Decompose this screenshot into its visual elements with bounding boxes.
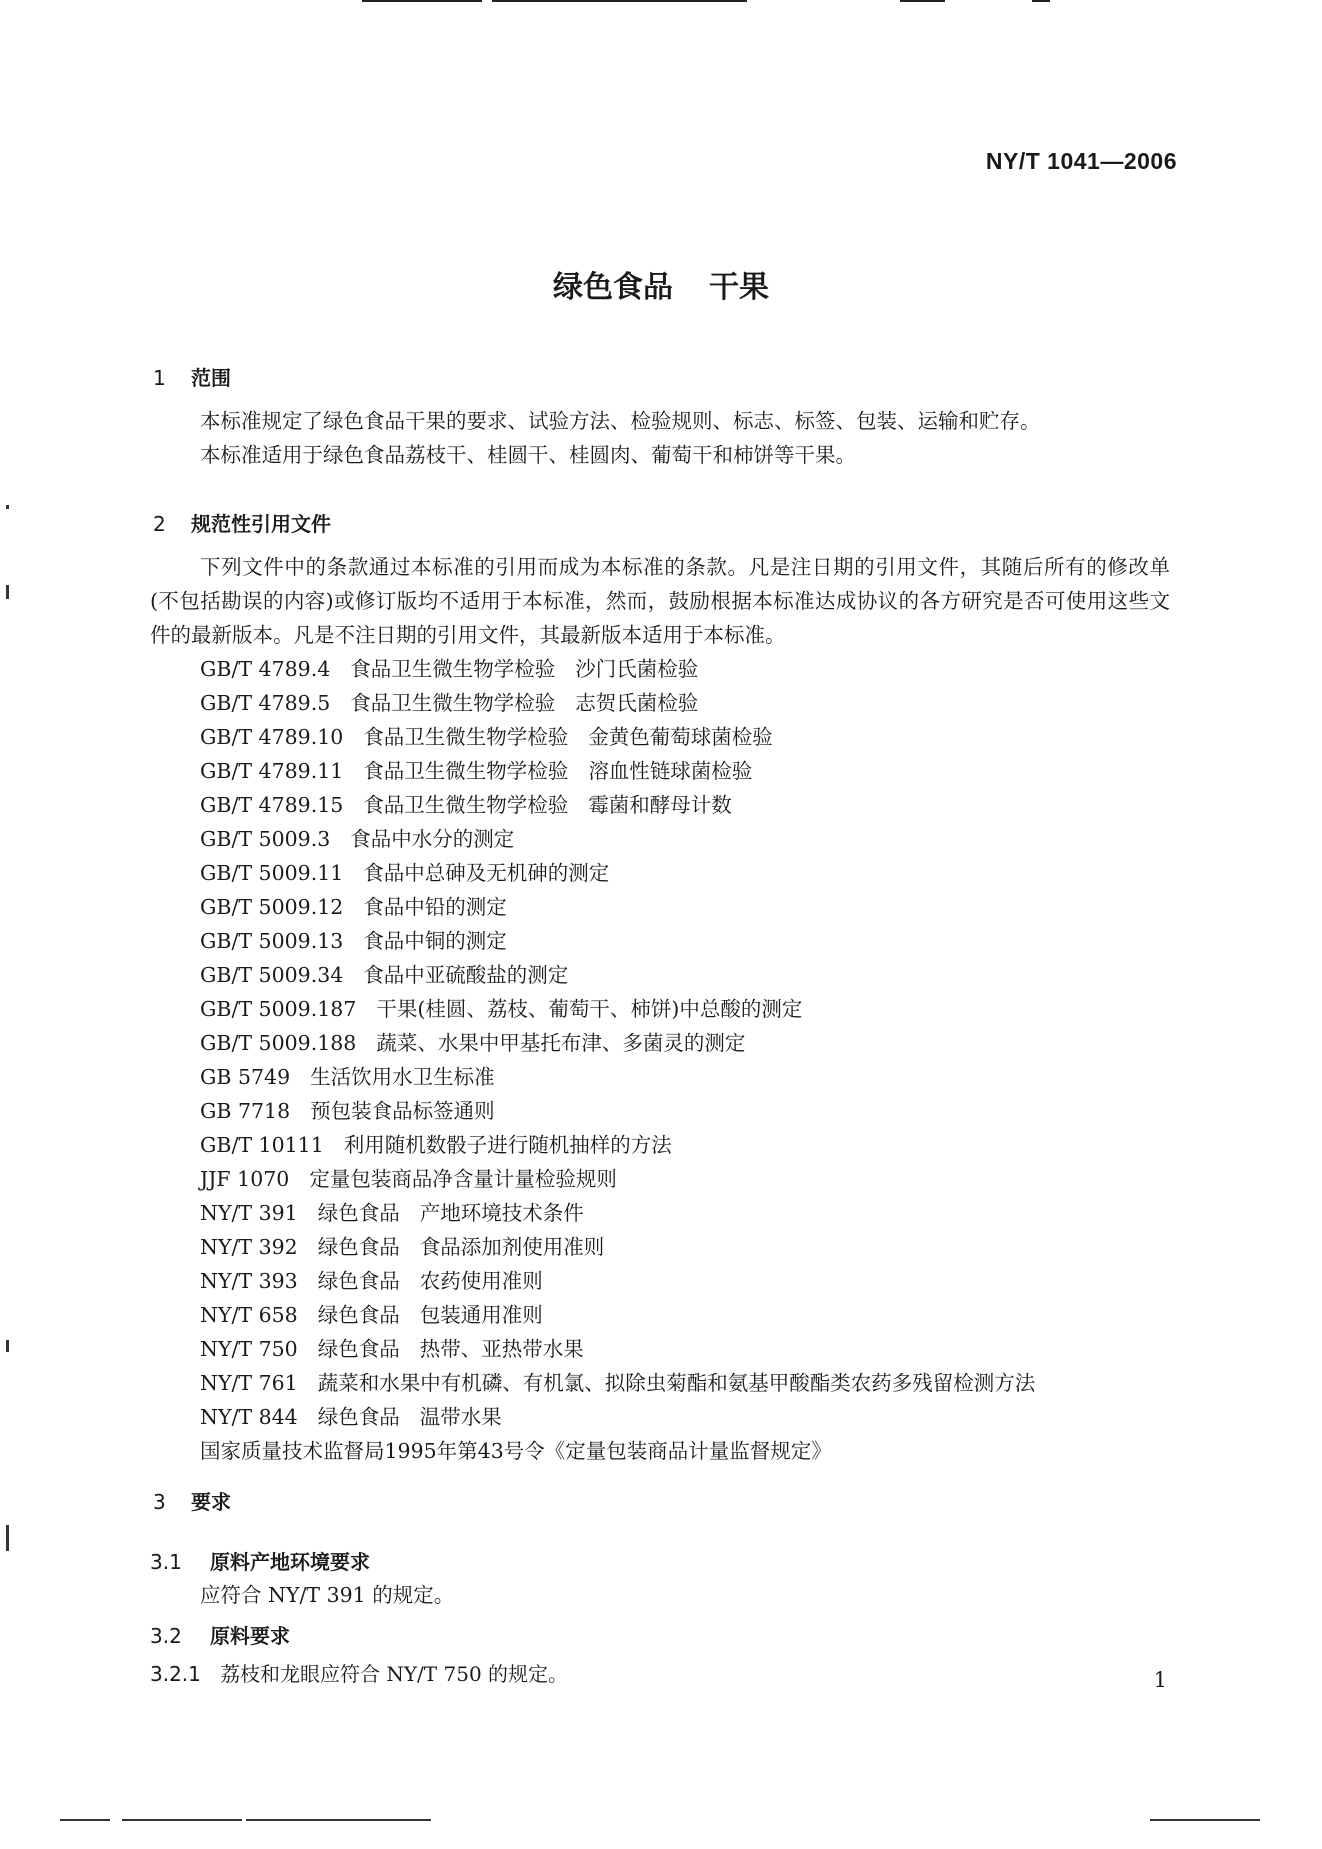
reference-subtitle: 食品添加剂使用准则: [419, 1235, 605, 1259]
reference-title: 蔬菜、水果中甲基托布津、多菌灵的测定: [376, 1031, 746, 1055]
reference-item: [200, 1230, 1035, 1264]
reference-title: 食品卫生微生物学检验: [363, 725, 569, 749]
reference-code: GB/T 5009.34: [200, 963, 344, 987]
reference-subtitle: 温带水果: [419, 1405, 502, 1429]
reference-code: GB/T 4789.11: [200, 759, 344, 783]
section-2-intro: 下列文件中的条款通过本标准的引用而成为本标准的条款。凡是注日期的引用文件，其随后所有的修改单(不包括勘误的内容)或修订版均不适用于本标准，然而，鼓励根据本标准达成协议的各方研究是否可使用这些文件的最新版本。凡是不注日期的引用文件，其最新版本适用于本标准。: [150, 555, 1170, 647]
reference-title: 食品卫生微生物学检验: [350, 691, 556, 715]
reference-item: [200, 652, 1035, 686]
scan-mark: [6, 585, 9, 599]
reference-subtitle: 热带、亚热带水果: [419, 1337, 584, 1361]
page-number: 1: [1153, 1668, 1167, 1692]
reference-code: GB/T 5009.187: [200, 997, 357, 1021]
reference-item: [200, 1434, 1035, 1468]
reference-code: NY/T 658: [200, 1303, 298, 1327]
scan-mark: [6, 1340, 9, 1352]
reference-title: 绿色食品: [317, 1405, 400, 1429]
section-1-paragraph: 本标准规定了绿色食品干果的要求、试验方法、检验规则、标志、标签、包装、运输和贮存。: [200, 409, 1041, 433]
reference-item: [200, 1264, 1035, 1298]
section-3-1-text: 应符合 NY/T 391 的规定。: [200, 1583, 455, 1607]
reference-item: [200, 788, 1035, 822]
reference-item: [200, 1332, 1035, 1366]
bottom-rule: [122, 1819, 242, 1821]
reference-title: 食品中水分的测定: [350, 827, 515, 851]
reference-title: 食品中亚硫酸盐的测定: [363, 963, 569, 987]
reference-subtitle: 溶血性链球菌检验: [588, 759, 753, 783]
reference-title: 蔬菜和水果中有机磷、有机氯、拟除虫菊酯和氨基甲酸酯类农药多残留检测方法: [317, 1371, 1036, 1395]
reference-title: 食品中总砷及无机砷的测定: [363, 861, 610, 885]
reference-item: [200, 720, 1035, 754]
reference-title: 食品卫生微生物学检验: [363, 793, 569, 817]
top-rule: [362, 0, 482, 2]
reference-title: 生活饮用水卫生标准: [310, 1065, 495, 1089]
section-3-2-1: 3.2.1 荔枝和龙眼应符合 NY/T 750 的规定。: [150, 1662, 569, 1686]
reference-item: [200, 1060, 1035, 1094]
reference-code: GB/T 4789.15: [200, 793, 344, 817]
reference-code: JJF 1070: [200, 1167, 290, 1191]
reference-title: 食品卫生微生物学检验: [363, 759, 569, 783]
section-3-1-heading: 3.1 原料产地环境要求: [150, 1550, 370, 1574]
title-sub: 干果: [709, 270, 769, 305]
reference-code: GB 7718: [200, 1099, 291, 1123]
title-main: 绿色食品: [553, 270, 673, 305]
bottom-rule: [1150, 1819, 1260, 1821]
bottom-rule: [246, 1819, 431, 1821]
reference-item: [200, 686, 1035, 720]
reference-code: GB/T 5009.188: [200, 1031, 357, 1055]
reference-item: [200, 1366, 1035, 1400]
reference-code: GB/T 4789.10: [200, 725, 344, 749]
reference-title: 食品卫生微生物学检验: [350, 657, 556, 681]
reference-title: 绿色食品: [317, 1269, 400, 1293]
reference-subtitle: 农药使用准则: [419, 1269, 543, 1293]
reference-title: 干果(桂圆、荔枝、葡萄干、柿饼)中总酸的测定: [376, 997, 803, 1021]
reference-title: 食品中铅的测定: [363, 895, 507, 919]
reference-subtitle: 霉菌和酵母计数: [588, 793, 732, 817]
reference-code: GB/T 10111: [200, 1133, 324, 1157]
reference-list: [200, 652, 1035, 1468]
document-number: NY/T 1041—2006: [985, 148, 1177, 174]
reference-item: [200, 1026, 1035, 1060]
reference-item: [200, 1298, 1035, 1332]
section-3-2-heading: 3.2 原料要求: [150, 1624, 290, 1648]
top-rule: [900, 0, 945, 2]
page-title: [0, 262, 1322, 306]
reference-code: GB/T 5009.3: [200, 827, 331, 851]
scan-mark: [6, 505, 9, 509]
reference-item: [200, 856, 1035, 890]
reference-code: GB/T 4789.5: [200, 691, 331, 715]
top-rule: [492, 0, 747, 2]
reference-code: NY/T 750: [200, 1337, 298, 1361]
reference-item: [200, 890, 1035, 924]
reference-item: [200, 822, 1035, 856]
reference-item: [200, 1128, 1035, 1162]
reference-item: [200, 958, 1035, 992]
reference-code: NY/T 393: [200, 1269, 298, 1293]
reference-subtitle: 包装通用准则: [419, 1303, 543, 1327]
reference-code: GB/T 5009.12: [200, 895, 344, 919]
reference-item: [200, 1094, 1035, 1128]
reference-code: NY/T 391: [200, 1201, 298, 1225]
reference-code: GB/T 4789.4: [200, 657, 331, 681]
reference-subtitle: 产地环境技术条件: [419, 1201, 584, 1225]
reference-item: [200, 1162, 1035, 1196]
scan-mark: [6, 1525, 9, 1551]
reference-item: [200, 754, 1035, 788]
reference-code: GB/T 5009.13: [200, 929, 344, 953]
reference-code: 国家质量技术监督局1995年第43号令《定量包装商品计量监督规定》: [200, 1439, 832, 1463]
reference-subtitle: 金黄色葡萄球菌检验: [588, 725, 773, 749]
bottom-rule: [60, 1819, 110, 1821]
reference-title: 食品中铜的测定: [363, 929, 507, 953]
section-1-paragraph: 本标准适用于绿色食品荔枝干、桂圆干、桂圆肉、葡萄干和柿饼等干果。: [200, 443, 856, 467]
reference-title: 绿色食品: [317, 1235, 400, 1259]
reference-item: [200, 1196, 1035, 1230]
top-rule: [1032, 0, 1050, 2]
reference-code: GB/T 5009.11: [200, 861, 344, 885]
reference-item: [200, 924, 1035, 958]
reference-code: NY/T 761: [200, 1371, 298, 1395]
section-1-heading: 1 范围: [153, 366, 231, 390]
reference-item: [200, 1400, 1035, 1434]
reference-title: 定量包装商品净含量计量检验规则: [309, 1167, 617, 1191]
reference-item: [200, 992, 1035, 1026]
reference-code: NY/T 844: [200, 1405, 298, 1429]
reference-title: 绿色食品: [317, 1337, 400, 1361]
reference-title: 预包装食品标签通则: [310, 1099, 495, 1123]
section-3-heading: 3 要求: [153, 1490, 231, 1514]
reference-code: GB 5749: [200, 1065, 291, 1089]
reference-code: NY/T 392: [200, 1235, 298, 1259]
reference-title: 利用随机数骰子进行随机抽样的方法: [343, 1133, 672, 1157]
reference-subtitle: 志贺氏菌检验: [575, 691, 699, 715]
reference-subtitle: 沙门氏菌检验: [575, 657, 699, 681]
reference-title: 绿色食品: [317, 1201, 400, 1225]
section-2-heading: 2 规范性引用文件: [153, 512, 331, 536]
reference-title: 绿色食品: [317, 1303, 400, 1327]
